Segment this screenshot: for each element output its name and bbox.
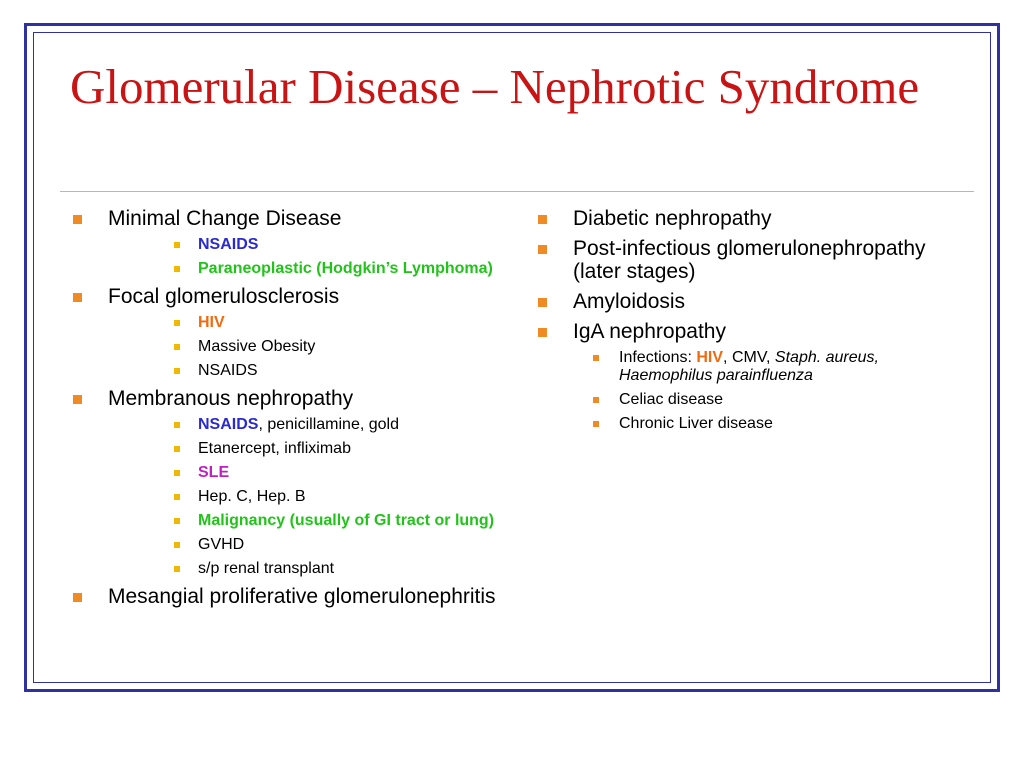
sub-item-label: Chronic Liver disease (619, 415, 773, 432)
sub-list (108, 236, 510, 278)
sub-item-label: Infections: (619, 349, 697, 366)
square-bullet-icon (538, 245, 547, 254)
sub-item-label: NSAIDS (198, 236, 259, 253)
sub-list (573, 349, 975, 433)
sub-item-label: Malignancy (usually of GI tract or lung) (198, 512, 495, 529)
sub-item-label: s/p renal transplant (198, 560, 335, 577)
list-item-post-infectious (535, 237, 975, 283)
sub-item (573, 349, 975, 385)
sub-item-label: SLE (198, 464, 230, 481)
sub-item-label: Hep. C, Hep. B (198, 488, 306, 505)
square-bullet-icon (73, 593, 82, 602)
square-bullet-icon (174, 446, 180, 452)
square-bullet-icon (538, 215, 547, 224)
sub-item-label: Paraneoplastic (Hodgkin’s Lymphoma) (198, 260, 493, 277)
sub-list (108, 416, 510, 578)
item-label: Membranous nephropathy (108, 387, 354, 410)
sub-item-label: HIV (198, 314, 225, 331)
square-bullet-icon (174, 422, 180, 428)
sub-item (108, 260, 510, 278)
title-divider (60, 191, 974, 192)
sub-item (108, 512, 510, 530)
square-bullet-icon (174, 266, 180, 272)
square-bullet-icon (73, 215, 82, 224)
item-label: Minimal Change Disease (108, 207, 342, 230)
square-bullet-icon (174, 542, 180, 548)
sub-item (108, 536, 510, 554)
square-bullet-icon (593, 421, 599, 427)
right-column (535, 207, 975, 433)
sub-item (108, 338, 510, 356)
sub-item-label: Massive Obesity (198, 338, 316, 355)
square-bullet-icon (593, 397, 599, 403)
list-item-focal (70, 285, 510, 380)
left-column (70, 207, 510, 608)
slide-title: Glomerular Disease – Nephrotic Syndrome (70, 59, 920, 114)
square-bullet-icon (538, 328, 547, 337)
sub-item (108, 464, 510, 482)
sub-item (108, 560, 510, 578)
sub-item-highlight: HIV (696, 349, 724, 366)
sub-item-highlight: NSAIDS (198, 416, 259, 433)
square-bullet-icon (174, 344, 180, 350)
list-item-membranous (70, 387, 510, 578)
sub-item (108, 236, 510, 254)
square-bullet-icon (174, 242, 180, 248)
square-bullet-icon (174, 368, 180, 374)
sub-item-label: , penicillamine, gold (258, 416, 399, 433)
sub-item (108, 488, 510, 506)
list-item-mesangial (70, 585, 510, 608)
square-bullet-icon (73, 293, 82, 302)
list-item-minimal-change (70, 207, 510, 278)
sub-item (108, 440, 510, 458)
square-bullet-icon (593, 355, 599, 361)
square-bullet-icon (174, 470, 180, 476)
square-bullet-icon (174, 320, 180, 326)
item-label: Mesangial proliferative glomerulonephritis (108, 585, 496, 608)
sub-item (108, 362, 510, 380)
item-label: Post-infectious glomerulonephropathy (later stages) (573, 237, 926, 283)
sub-item-label: GVHD (198, 536, 245, 553)
square-bullet-icon (174, 494, 180, 500)
sub-item-italic: Staph. aureus, Haemophilus parainfluenza (619, 349, 879, 384)
sub-item (573, 391, 975, 409)
sub-item (108, 416, 510, 434)
sub-item-label: Celiac disease (619, 391, 724, 408)
square-bullet-icon (174, 518, 180, 524)
item-label: Focal glomerulosclerosis (108, 285, 340, 308)
sub-list (108, 314, 510, 380)
sub-item (573, 415, 975, 433)
item-label: IgA nephropathy (573, 320, 726, 343)
sub-item-label: NSAIDS (198, 362, 258, 379)
sub-item-label: Etanercept, infliximab (198, 440, 351, 457)
sub-item (108, 314, 510, 332)
square-bullet-icon (174, 566, 180, 572)
list-item-iga (535, 320, 975, 433)
square-bullet-icon (538, 298, 547, 307)
item-label: Diabetic nephropathy (573, 207, 772, 230)
item-label: Amyloidosis (573, 290, 686, 313)
sub-item-label: , CMV, (723, 349, 775, 366)
list-item-diabetic (535, 207, 975, 230)
list-item-amyloidosis (535, 290, 975, 313)
square-bullet-icon (73, 395, 82, 404)
